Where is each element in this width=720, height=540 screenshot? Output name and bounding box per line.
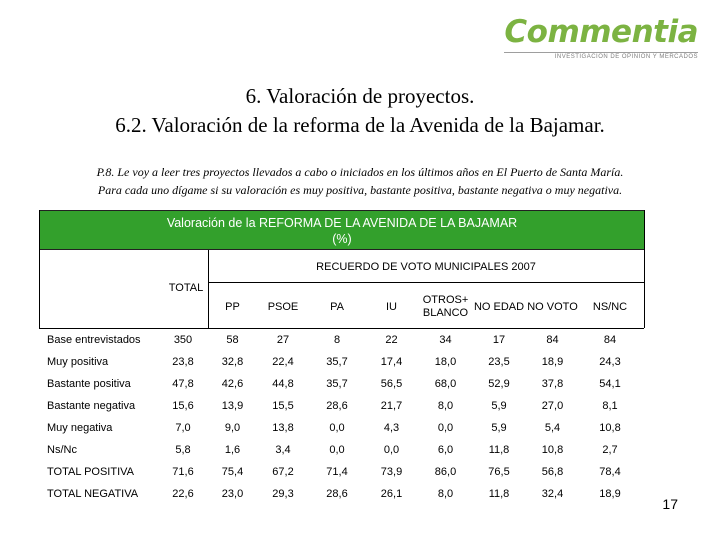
- table-cell: 22,4: [272, 355, 294, 368]
- table-cell: 0,0: [437, 421, 454, 434]
- table-cell: 27,0: [541, 399, 564, 412]
- row-label: Bastante positiva: [47, 377, 131, 390]
- table-cell: 54,1: [599, 377, 621, 390]
- table-cell: 23,5: [488, 355, 510, 368]
- table-cell: 84: [546, 333, 559, 346]
- column-header: NO VOTO: [527, 300, 578, 313]
- slide-titles: [0, 82, 720, 140]
- table-cell: 86,0: [434, 465, 457, 478]
- table-cell: 17: [492, 333, 506, 346]
- row-label: TOTAL POSITIVA: [47, 465, 135, 478]
- table-cell: 9,0: [224, 421, 241, 434]
- logo-tagline: INVESTIGACION DE OPINION Y MERCADOS: [504, 52, 698, 60]
- table-cell: 35,7: [326, 377, 348, 390]
- column-header: NO EDAD: [473, 300, 525, 313]
- row-label: Ns/Nc: [47, 443, 77, 456]
- column-header: PSOE: [267, 300, 299, 313]
- table-cell: 18,9: [541, 355, 564, 368]
- total-value-cell: 71,6: [172, 465, 194, 478]
- total-value-cell: 7,0: [175, 421, 191, 434]
- column-header: PP: [225, 300, 240, 313]
- row-label: Muy negativa: [47, 421, 113, 434]
- table-cell: 35,7: [326, 355, 348, 368]
- vote-recall-header: RECUERDO DE VOTO MUNICIPALES 2007: [316, 260, 536, 273]
- total-header: TOTAL: [168, 281, 204, 294]
- table-cell: 32,8: [221, 355, 244, 368]
- header-divider-line: [208, 282, 644, 283]
- table-cell: 22: [385, 333, 398, 346]
- total-value-cell: 5,8: [175, 443, 191, 456]
- table-title-banner: [39, 210, 645, 250]
- table-cell: 10,8: [541, 443, 564, 456]
- row-label: TOTAL NEGATIVA: [47, 487, 139, 500]
- table-cell: 27: [276, 333, 290, 346]
- question-line-1: P.8. Le voy a leer tres proyectos llevados a cabo o iniciados en los últimos años en El Puerto de Santa María.: [96, 165, 624, 179]
- column-header: IU: [386, 300, 397, 313]
- table-cell: 17,4: [380, 355, 403, 368]
- table-cell: 28,6: [326, 487, 348, 500]
- total-value-cell: 15,6: [172, 399, 194, 412]
- table-unit: (%): [332, 232, 352, 246]
- table-cell: 34: [439, 333, 452, 346]
- table-cell: 8: [333, 333, 341, 346]
- table-cell: 0,0: [329, 443, 345, 456]
- column-header: PA: [330, 300, 344, 313]
- table-cell: 8,0: [437, 399, 454, 412]
- total-value-cell: 47,8: [172, 377, 194, 390]
- total-value-cell: 22,6: [172, 487, 194, 500]
- table-cell: 18,0: [434, 355, 457, 368]
- table-cell: 13,9: [221, 399, 244, 412]
- table-cell: 73,9: [380, 465, 403, 478]
- survey-question: [0, 163, 720, 199]
- table-cell: 13,8: [272, 421, 294, 434]
- table-cell: 28,6: [326, 399, 348, 412]
- table-cell: 76,5: [488, 465, 510, 478]
- table-cell: 11,8: [488, 443, 510, 456]
- commentia-logo: [504, 14, 698, 60]
- total-value-cell: 23,8: [172, 355, 194, 368]
- row-label: Bastante negativa: [47, 399, 136, 412]
- table-cell: 5,9: [491, 399, 507, 412]
- table-cell: 5,4: [544, 421, 561, 434]
- table-cell: 84: [603, 333, 617, 346]
- table-cell: 6,0: [437, 443, 454, 456]
- section-title: 6. Valoración de proyectos.: [245, 84, 475, 108]
- table-cell: 23,0: [221, 487, 244, 500]
- table-cell: 10,8: [599, 421, 621, 434]
- table-cell: 68,0: [434, 377, 457, 390]
- table-cell: 44,8: [272, 377, 294, 390]
- table-cell: 24,3: [599, 355, 621, 368]
- page-number: 17: [662, 496, 678, 512]
- table-cell: 21,7: [380, 399, 403, 412]
- table-title: Valoración de la REFORMA DE LA AVENIDA DE LA BAJAMAR: [166, 216, 518, 230]
- column-header: NS/NC: [592, 300, 628, 313]
- table-cell: 52,9: [488, 377, 510, 390]
- total-value-cell: 350: [173, 333, 193, 346]
- table-cell: 71,4: [326, 465, 348, 478]
- question-line-2: Para cada uno dígame si su valoración es muy positiva, bastante positiva, bastante negativa o muy negativa.: [97, 183, 623, 197]
- table-cell: 8,0: [437, 487, 454, 500]
- table-cell: 56,5: [380, 377, 403, 390]
- table-cell: 5,9: [491, 421, 507, 434]
- table-cell: 11,8: [488, 487, 510, 500]
- table-cell: 67,2: [272, 465, 294, 478]
- table-cell: 26,1: [380, 487, 403, 500]
- table-cell: 56,8: [541, 465, 564, 478]
- table-cell: 8,1: [602, 399, 618, 412]
- table-right-border: [644, 210, 645, 328]
- table-left-border: [39, 210, 40, 328]
- table-cell: 37,8: [541, 377, 564, 390]
- table-cell: 2,7: [602, 443, 618, 456]
- logo-wordmark: Commentia: [504, 14, 698, 50]
- row-label: Base entrevistados: [47, 333, 141, 346]
- subsection-title: 6.2. Valoración de la reforma de la Avenida de la Bajamar.: [115, 113, 605, 137]
- table-cell: 0,0: [329, 421, 345, 434]
- row-label: Muy positiva: [47, 355, 109, 368]
- table-cell: 58: [226, 333, 239, 346]
- table-cell: 75,4: [221, 465, 244, 478]
- table-cell: 78,4: [599, 465, 621, 478]
- table-cell: 29,3: [272, 487, 294, 500]
- table-cell: 18,9: [599, 487, 621, 500]
- table-cell: 4,3: [383, 421, 400, 434]
- table-cell: 1,6: [224, 443, 241, 456]
- table-cell: 0,0: [383, 443, 400, 456]
- table-cell: 32,4: [541, 487, 564, 500]
- table-cell: 42,6: [221, 377, 244, 390]
- column-header: OTROS+ BLANCO: [422, 294, 469, 319]
- table-cell: 15,5: [272, 399, 294, 412]
- table-cell: 3,4: [275, 443, 291, 456]
